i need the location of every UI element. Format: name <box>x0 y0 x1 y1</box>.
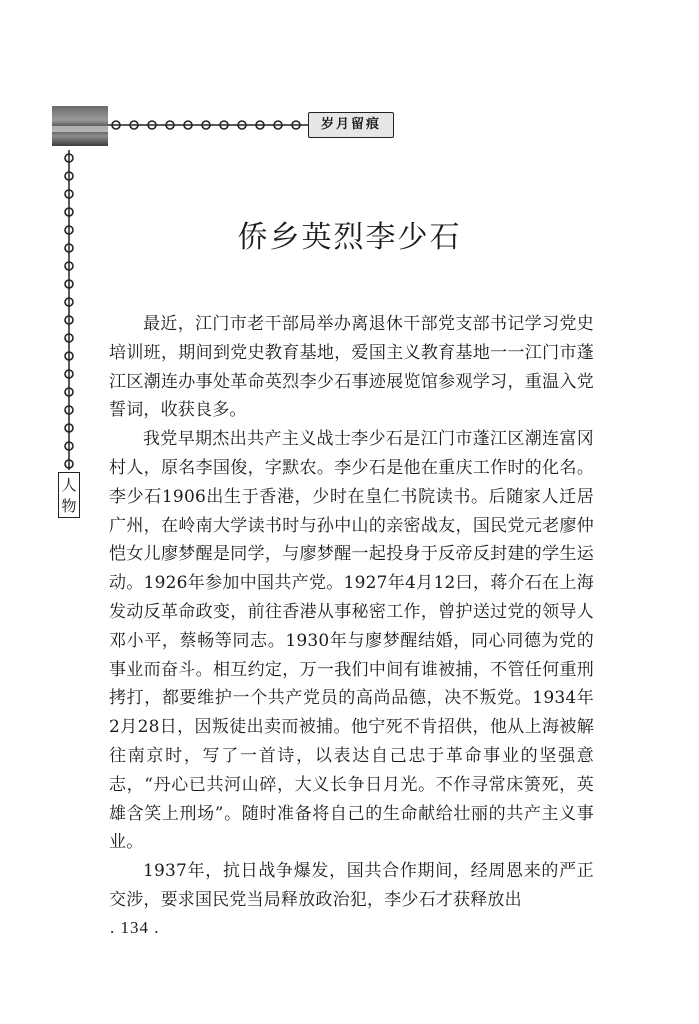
page-title: 侨乡英烈李少石 <box>237 220 462 255</box>
landscape-photo-icon <box>52 106 108 146</box>
scroll-ornament-icon <box>60 150 78 470</box>
paragraph: 最近，江门市老干部局举办离退休干部党支部书记学习党史培训班，期间到党史教育基地，爱国主义教育基地一一江门市蓬江区潮连办事处革命英烈李少石事迹展览馆参观学习，重温入党誓词，收获良多。 <box>109 314 594 421</box>
section-label: 岁月留痕 <box>308 112 394 138</box>
paragraph: 我党早期杰出共产主义战士李少石是江门市蓬江区潮连富冈村人，原名李国俊，字默农。李少石是他在重庆工作时的化名。李少石1906出生于香港，少时在皇仁书院读书。后随家人迁居广州，在岭南大学读书时与孙中山的亲密战友，国民党元老廖仲恺女儿廖梦醒是同学，与廖梦醒一起投身于反帝反封建的学生运动。1926年参加中国共产党。1927年4月12曰，蒋介石在上海发动反革命政变，前往香港从事秘密工作，曾护送过党的领导人邓小平，蔡畅等同志。1930年与廖梦醒结婚，同心同德为党的事业而奋斗。相互约定，万一我们中间有谁被捕，不管任何重刑拷打，都要维护一个共产党员的高尚品德，决不叛党。1934年2月28日，因叛徒出卖而被捕。他宁死不肯招供，他从上海被解往南京时，写了一首诗，以表达自己忠于革命事业的坚强意志，“丹心已共河山碎，大义长争日月光。不作寻常床箦死，英雄含笑上刑场”。随时准备将自己的生命献给壮丽的共产主义事业。 <box>109 429 594 853</box>
category-tab: 人物 <box>58 472 80 518</box>
page-number: . 134 . <box>110 918 160 937</box>
paragraph: 1937年，抗日战争爆发，国共合作期间，经周恩来的严正交涉，要求国民党当局释放政治犯，李少石才获释放出 <box>109 861 594 910</box>
article-body <box>109 310 594 915</box>
scroll-ornament-icon <box>108 116 308 134</box>
